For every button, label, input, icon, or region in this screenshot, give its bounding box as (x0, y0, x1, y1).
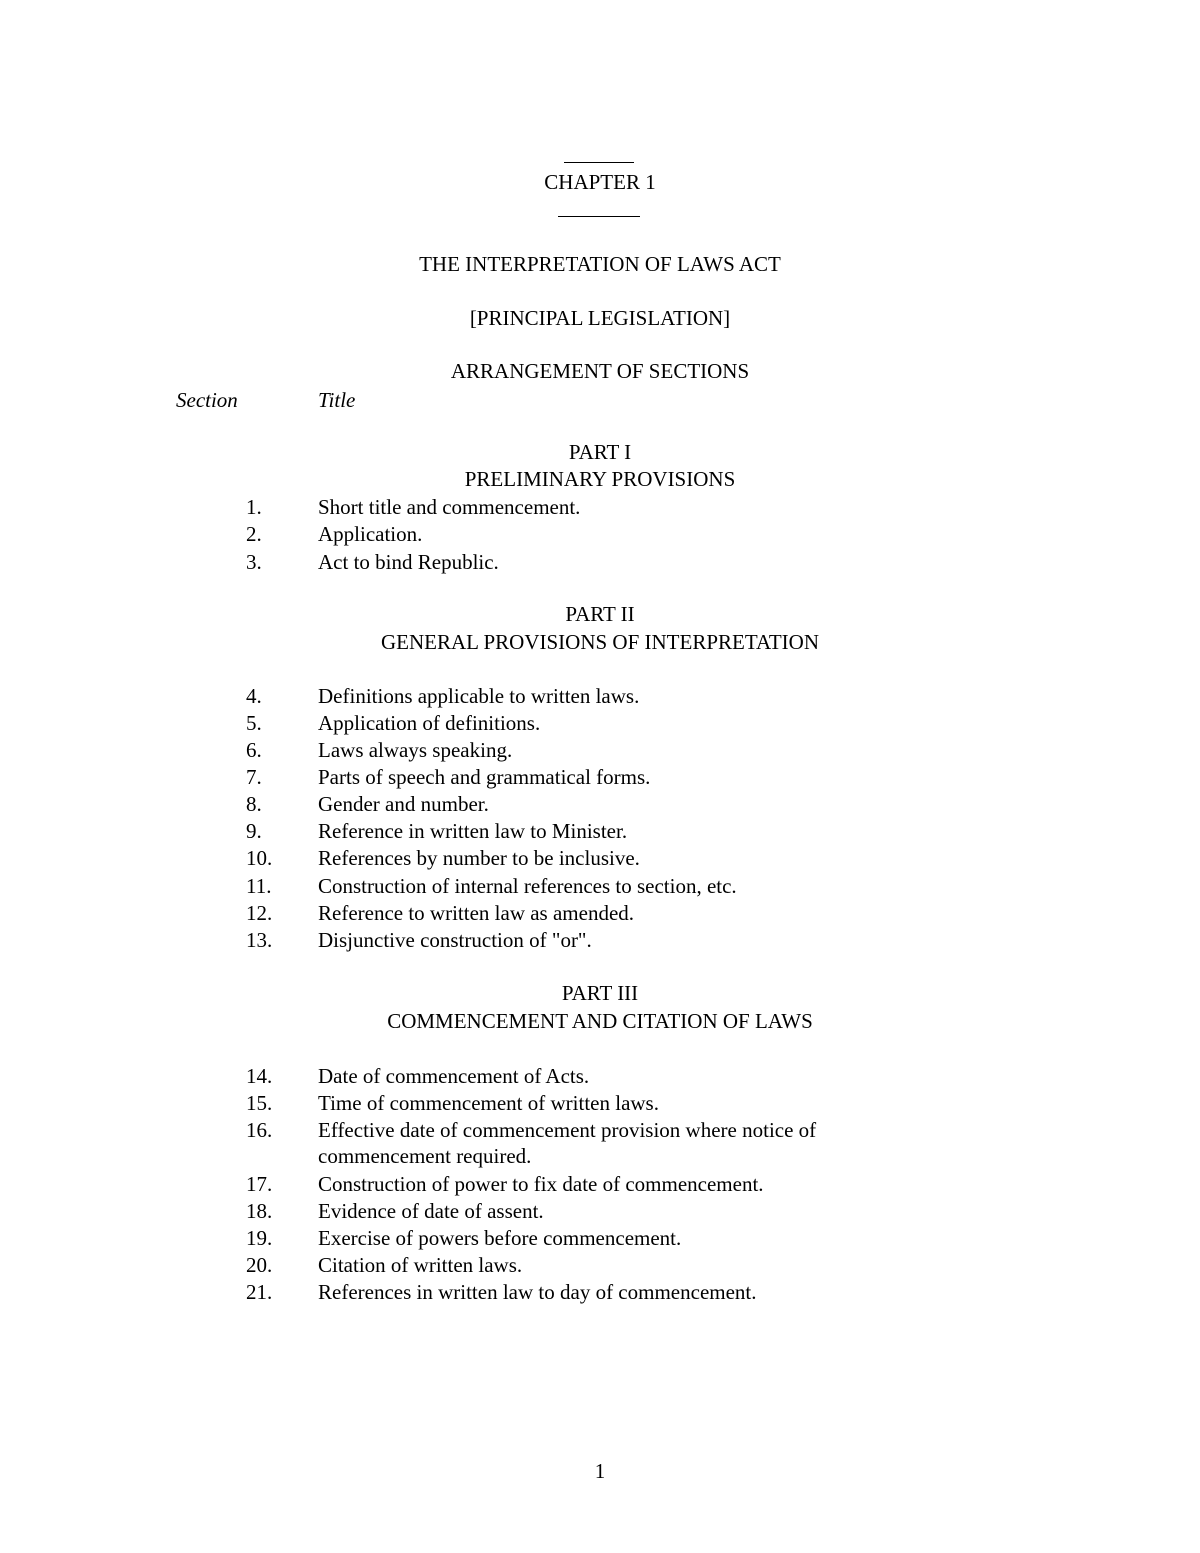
section-title: Application of definitions. (318, 711, 541, 735)
section-entry (0, 737, 1200, 764)
section-entry (0, 494, 1200, 521)
section-entry (0, 683, 1200, 710)
part-3-label: PART III (561, 981, 639, 1005)
section-title: Time of commencement of written laws. (318, 1091, 659, 1115)
legislation-type: [PRINCIPAL LEGISLATION] (469, 306, 731, 330)
section-entry (0, 521, 1200, 548)
section-number: 13. (246, 928, 273, 952)
chapter-heading: CHAPTER 1 (544, 170, 656, 194)
section-title: References by number to be inclusive. (318, 846, 640, 870)
section-number: 7. (246, 765, 262, 789)
part-1-label: PART I (568, 440, 632, 464)
section-number: 3. (246, 550, 262, 574)
section-number: 2. (246, 522, 262, 546)
section-entry (0, 845, 1200, 872)
section-number: 20. (246, 1253, 273, 1277)
chapter-bottom-rule (558, 216, 640, 217)
section-title: Act to bind Republic. (318, 550, 499, 574)
section-number: 16. (246, 1118, 273, 1142)
section-title: Disjunctive construction of "or". (318, 928, 592, 952)
section-title: Application. (318, 522, 423, 546)
section-number: 17. (246, 1172, 273, 1196)
section-entry (0, 927, 1200, 954)
section-entry (0, 873, 1200, 900)
section-title: Citation of written laws. (318, 1253, 523, 1277)
section-number: 1. (246, 495, 262, 519)
section-number: 12. (246, 901, 273, 925)
section-title: Short title and commencement. (318, 495, 581, 519)
section-title: Date of commencement of Acts. (318, 1064, 590, 1088)
section-number: 8. (246, 792, 262, 816)
section-number: 6. (246, 738, 262, 762)
part-1-heading: PRELIMINARY PROVISIONS (464, 467, 736, 491)
section-entry (0, 710, 1200, 737)
chapter-top-rule (564, 162, 634, 163)
act-title: THE INTERPRETATION OF LAWS ACT (419, 252, 781, 276)
section-entry (0, 1171, 1200, 1198)
section-title: Construction of internal references to section, etc. (318, 874, 737, 898)
section-title: References in written law to day of commencement. (318, 1280, 757, 1304)
arrangement-heading: ARRANGEMENT OF SECTIONS (450, 359, 750, 383)
section-number: 5. (246, 711, 262, 735)
part-2-label: PART II (565, 602, 635, 626)
section-number: 15. (246, 1091, 273, 1115)
section-entry (0, 1225, 1200, 1252)
section-number: 19. (246, 1226, 273, 1250)
part-3-heading: COMMENCEMENT AND CITATION OF LAWS (387, 1009, 813, 1033)
section-title: Definitions applicable to written laws. (318, 684, 640, 708)
section-entry (0, 818, 1200, 845)
section-title: Reference to written law as amended. (318, 901, 635, 925)
section-entry (0, 764, 1200, 791)
section-column-header: Section (176, 388, 238, 412)
section-number: 10. (246, 846, 273, 870)
section-entry (0, 791, 1200, 818)
section-entry (0, 1117, 1200, 1171)
section-title: Evidence of date of assent. (318, 1199, 544, 1223)
section-number: 9. (246, 819, 262, 843)
section-title: Construction of power to fix date of commencement. (318, 1172, 764, 1196)
section-title: Effective date of commencement provision where notice of commencement required. (318, 1118, 817, 1168)
section-title: Exercise of powers before commencement. (318, 1226, 682, 1250)
section-title: Parts of speech and grammatical forms. (318, 765, 651, 789)
page-number: 1 (594, 1459, 606, 1483)
part-2-heading: GENERAL PROVISIONS OF INTERPRETATION (381, 630, 819, 654)
section-entry (0, 1063, 1200, 1090)
section-entry (0, 1198, 1200, 1225)
title-column-header: Title (318, 388, 356, 412)
section-number: 18. (246, 1199, 273, 1223)
section-entry (0, 1279, 1200, 1306)
section-entry (0, 1252, 1200, 1279)
section-number: 21. (246, 1280, 273, 1304)
section-entry (0, 1090, 1200, 1117)
section-number: 14. (246, 1064, 273, 1088)
section-entry (0, 900, 1200, 927)
section-number: 4. (246, 684, 262, 708)
section-entry (0, 549, 1200, 576)
section-title: Laws always speaking. (318, 738, 513, 762)
section-number: 11. (246, 874, 272, 898)
section-title: Gender and number. (318, 792, 489, 816)
section-title: Reference in written law to Minister. (318, 819, 628, 843)
